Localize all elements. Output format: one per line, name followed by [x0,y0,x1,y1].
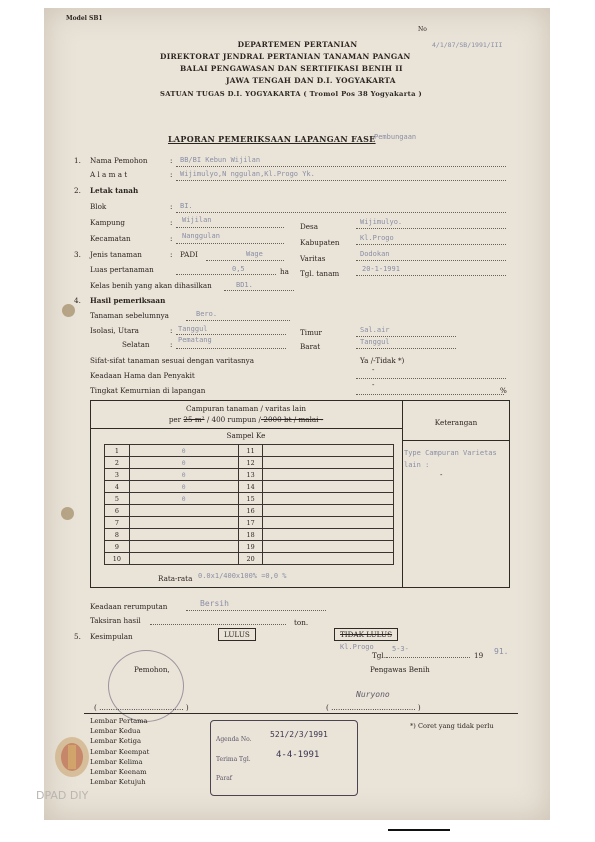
table-head-rule [90,428,402,429]
no-label: No [418,26,427,33]
kecamatan-value: Nanggulan [182,232,220,240]
table-row [105,493,394,505]
place-value: Kl.Progo [340,643,374,651]
keterangan-dash: - [440,470,443,479]
colon: : [170,170,173,179]
header-line-3: BALAI PENGAWASAN DAN SERTIFIKASI BENIH II [180,64,403,73]
table-row [105,457,394,469]
sample-value [263,505,394,517]
sample-number: 3 [105,469,130,481]
watermark: DPAD DIY [36,789,89,802]
lembar-item: Lembar Keempat [90,747,150,756]
isolasi-utara-value: Tanggul [178,325,208,333]
fill-line [150,624,286,625]
sample-number: 1 [105,445,130,457]
agenda-label: Agenda No. [216,736,252,743]
colon: : [170,250,173,259]
sample-value [129,529,238,541]
sample-number: 5 [105,493,130,505]
form-code: Model SB1 [66,15,103,22]
fill-line [206,260,284,261]
fill-line [356,260,506,261]
tanaman-sebelumnya-value: Bero. [196,310,218,318]
sample-number: 15 [238,493,263,505]
sample-value: 0 [129,493,238,505]
fill-line [186,320,290,321]
sample-value [129,505,238,517]
table-row [105,481,394,493]
fill-line [356,394,504,395]
fill-line [386,657,470,658]
sample-value [263,457,394,469]
table-row [105,469,394,481]
sample-value [263,481,394,493]
jenis-extra-value: Wage [246,250,263,258]
sample-value [263,493,394,505]
kelas-value: BD1. [236,281,253,289]
signature-bracket-right: ( ..................................... ) [326,703,421,712]
sample-value [263,529,394,541]
fill-line [224,290,294,291]
kabupaten-label: Kabupaten [300,238,340,247]
punch-hole [62,304,75,317]
sample-number: 17 [238,517,263,529]
signature-bracket-left: ( ..................................... ) [94,703,189,712]
kemurnian-value: - [372,380,375,389]
colon: : [170,218,173,227]
table-row [105,553,394,565]
varitas-label: Varitas [300,254,326,263]
sample-number: 16 [238,505,263,517]
sample-value [263,541,394,553]
isolasi-utara-label: Isolasi, Utara [90,326,139,335]
distribution-list [90,716,149,787]
table-row [105,529,394,541]
fill-line [176,334,286,335]
sample-number: 4 [105,481,130,493]
kelas-label: Kelas benih yang akan dihasilkan [90,281,212,290]
sample-number: 2 [105,457,130,469]
lulus-box: LULUS [218,628,256,641]
kemurnian-label: Tingkat Kemurnian di lapangan [90,386,206,395]
header-line-5: SATUAN TUGAS D.I. YOGYAKARTA ( Tromol Pos 38 Yogyakarta ) [160,90,422,98]
tanaman-sebelumnya-label: Tanaman sebelumnya [90,311,169,320]
fill-line [356,348,456,349]
sample-value [263,553,394,565]
header-line-4: JAWA TENGAH DAN D.I. YOGYAKARTA [226,76,396,85]
page-footer-rule [388,829,450,831]
lembar-item: Lembar Ketiga [90,737,142,746]
item-number: 5. [74,632,81,641]
sample-number: 18 [238,529,263,541]
hasil-label: Hasil pemeriksaan [90,296,166,305]
sample-value [129,517,238,529]
fill-line [186,610,326,611]
fill-line [356,228,506,229]
sample-number: 12 [238,457,263,469]
luas-value: 0,5 [232,265,245,273]
year-prefix: 19 [474,651,484,660]
section-rule [84,713,518,714]
sample-number: 6 [105,505,130,517]
letak-tanah-label: Letak tanah [90,186,139,195]
archive-emblem-icon [52,735,92,783]
jenis-tanaman-value: PADI [180,250,198,259]
sample-number: 13 [238,469,263,481]
year-value: 91. [494,647,509,656]
varitas-value: Dodokan [360,250,390,258]
paraf-label: Paraf [216,775,233,782]
keterangan-rule [402,440,510,441]
fill-line [176,227,284,228]
sample-value [263,517,394,529]
sample-number: 7 [105,517,130,529]
table-row [105,541,394,553]
tgl-tanam-value: 20-1-1991 [362,265,400,273]
pemohon-label: Pemohon, [134,665,170,674]
fill-line [176,274,276,275]
fill-line [356,244,506,245]
sample-number: 8 [105,529,130,541]
ton-label: ton. [294,618,309,627]
alamat-label: A l a m a t [90,170,128,179]
selatan-label: Selatan [122,340,150,349]
colon: : [170,234,173,243]
sample-grid [104,444,394,565]
colon: : [170,156,173,165]
timur-label: Timur [300,328,322,337]
table-row [105,517,394,529]
fill-line [176,348,286,349]
sample-number: 10 [105,553,130,565]
lembar-item: Lembar Kelima [90,757,143,766]
sample-number: 11 [238,445,263,457]
luas-label: Luas pertanaman [90,265,154,274]
kecamatan-label: Kecamatan [90,234,131,243]
hama-value: - [372,365,375,374]
fill-line [176,243,284,244]
rerumputan-value: Bersih [200,599,229,608]
pengawas-signature: Nuryono [356,690,390,699]
rerumputan-label: Keadaan rerumputan [90,602,168,611]
nama-pemohon-label: Nama Pemohon [90,156,148,165]
sample-value: 0 [129,457,238,469]
table-divider-vertical [402,400,403,588]
blok-value: BI. [180,202,193,210]
tgl-label: Tgl. [372,651,386,660]
sample-number: 9 [105,541,130,553]
lembar-item: Lembar Ketujuh [90,778,146,787]
terima-label: Terima Tgl. [216,756,251,763]
fill-line [176,180,506,181]
fill-line [176,166,506,167]
sample-value: 0 [129,481,238,493]
sample-number: 19 [238,541,263,553]
fill-line [356,336,456,337]
hama-label: Keadaan Hama dan Penyakit [90,371,195,380]
sample-value: 0 [129,445,238,457]
sample-value [129,553,238,565]
selatan-value: Pematang [178,336,212,344]
table-head-2: per 25 m² / 400 rumpun /-2000 bt / malai - [168,415,324,424]
item-number: 1. [74,156,81,165]
pengawas-label: Pengawas Benih [370,665,430,674]
rata-label: Rata-rata [158,574,193,583]
table-row [105,505,394,517]
tgl-value: 5-3- [392,645,409,653]
barat-label: Barat [300,342,321,351]
tidak-lulus-box: TIDAK LULUS [334,628,398,641]
desa-value: Wijimulyo. [360,218,403,226]
fill-line [176,212,506,213]
colon: : [170,326,173,335]
colon: : [170,202,173,211]
sample-value [263,445,394,457]
item-number: 2. [74,186,81,195]
sifat-label: Sifat-sifat tanaman sesuai dengan varitasnya [90,356,255,365]
agenda-value: 521/2/3/1991 [270,730,328,739]
table-head-1: Campuran tanaman / varitas lain [185,404,306,413]
lembar-item: Lembar Pertama [90,717,148,725]
nama-pemohon-value: BB/BI Kebun Wijilan [180,156,261,164]
taksiran-label: Taksiran hasil [90,616,141,625]
kampung-label: Kampung [90,218,125,227]
colon: : [170,340,173,349]
sample-number: 20 [238,553,263,565]
sample-value [129,541,238,553]
report-title: LAPORAN PEMERIKSAAN LAPANGAN FASE [168,134,376,144]
sample-value: 0 [129,469,238,481]
keterangan-header: Keterangan [434,418,478,427]
alamat-value: Wijimulyo,N nggulan,Kl.Progo Yk. [180,170,315,178]
sample-number: 14 [238,481,263,493]
sample-value [263,469,394,481]
tgl-tanam-label: Tgl. tanam [300,269,340,278]
rata-value: 0.0x1/400x100% =0,0 % [198,572,287,580]
desa-label: Desa [300,222,318,231]
kesimpulan-label: Kesimpulan [90,632,133,641]
kabupaten-value: Kl.Progo [360,234,394,242]
no-value: 4/1/87/SB/1991/III [432,41,503,49]
lembar-item: Lembar Keenam [90,768,147,777]
jenis-tanaman-label: Jenis tanaman [90,250,142,259]
ha-label: ha [280,267,289,276]
punch-hole [61,507,74,520]
timur-value: Sal.air [360,326,390,334]
header-line-1: DEPARTEMEN PERTANIAN [237,40,358,49]
lembar-item: Lembar Kedua [90,727,141,736]
header-line-2: DIREKTORAT JENDRAL PERTANIAN TANAMAN PANGAN [160,52,411,61]
table-row [105,445,394,457]
barat-value: Tanggul [360,338,390,346]
coret-note: *) Coret yang tidak perlu [410,722,494,730]
item-number: 3. [74,250,81,259]
item-number: 4. [74,296,81,305]
percent-sign: % [500,386,507,395]
fill-line [356,275,506,276]
report-phase: Pembungaan [374,133,417,141]
terima-value: 4-4-1991 [276,750,320,760]
kampung-value: Wijilan [182,216,212,224]
fill-line [356,378,506,379]
keterangan-note: Type Campuran Varietas lain : [404,449,497,469]
table-head-3: Sampel Ke [226,431,266,440]
sifat-value: Ya /-Tidak *) [360,356,405,365]
blok-label: Blok [90,202,107,211]
